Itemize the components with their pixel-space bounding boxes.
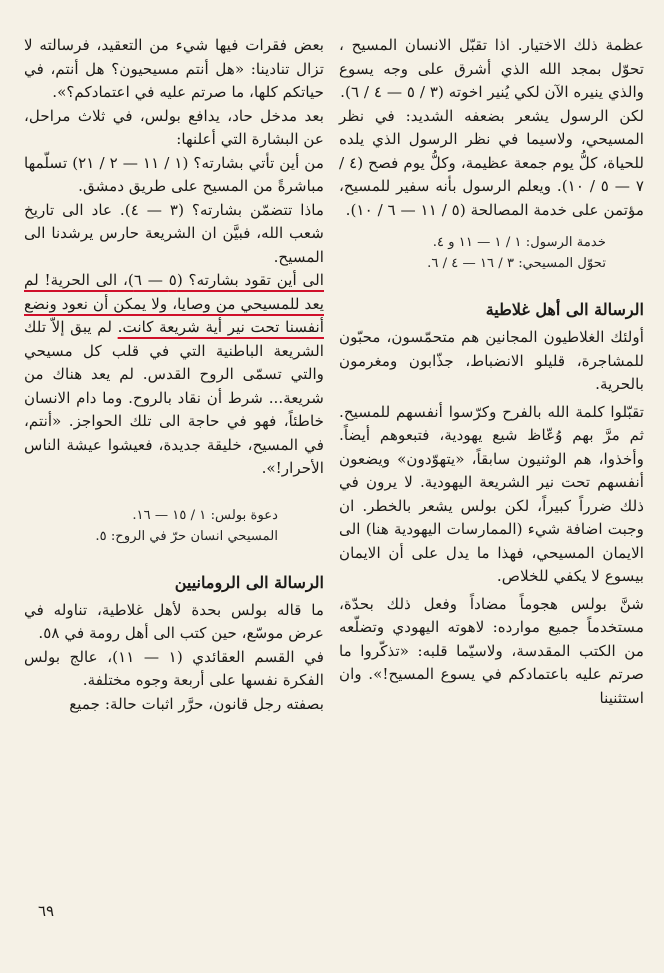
reference-line: خدمة الرسول: ١ / ١ — ١١ و ٤. [432,235,606,250]
galatians-paragraph-3: شنَّ بولس هجوماً مضاداً وفعل ذلك بحدّة، مستخدماً جميع موارده: لاهوته اليهودي وتضلّعه من الكتب المقدسة، ولاسيّما قلبه: «تذكّروا ما صرتم عليه باعتمادكم في يسوع المسيح!». وان استثنينا [339,594,644,707]
section-title-romans: الرسالة الى الرومانيين [174,572,324,592]
left-paragraph-4: ماذا تتضمّن بشارته؟ (٣ — ٤). عاد الى تاريخ شعب الله، فبيَّن ان الشريعة حارس يرشدنا الى المسيح. [24,200,324,266]
left-column [24,34,324,716]
left-references [24,505,324,547]
section-title-galatians: الرسالة الى أهل غلاطية [485,300,644,319]
highlighted-text: الى أين تقود بشارته؟ (٥ — ٦)، الى الحرية! لم يعد للمسيحي من وصايا، ولا يمكن أن نعود ونضع أنفسنا تحت نير أية شريعة كانت. [24,271,325,336]
reference-line: تحوّل المسيحي: ٣ / ١٦ — ٤ / ٦. [427,256,606,271]
right-paragraph-1: عظمة ذلك الاختيار. اذا تقبّل الانسان المسيح ، تحوّل بمجد الله الذي أشرق على وجه يسوع والذي ينيره الآن لكي يُنير اخوته (٣ / ٥ — ٤ / ٦). [339,36,644,101]
right-paragraph-2: لكن الرسول يشعر بضعفه الشديد: في نظر المسيحي، ولاسيما في نظر الرسول الذي يلده للحياة، كلُّ يوم جمعة عظيمة، وكلُّ يوم فصح (٤ / ٧ — ٥ / ١٠). ويعلم الرسول بأنه سفير للمسيح، مؤتمن على خدمة المصالحة (٥ / ١١ — ٦ / ١٠). [339,106,645,219]
reference-line: دعوة بولس: ١ / ١٥ — ١٦. [132,507,278,523]
romans-paragraph-3: بصفته رجل قانون، حرَّر اثبات حالة: جميع [69,694,324,713]
paragraph-continuation: لم يبق إلاّ تلك الشريعة الباطنية التي في قلب كل مسيحي والتي تسمّى الروح القدس. لم يعد هناك من شريعة... شرط أن نقاد بالروح. وما دام الانسان خاطئاً، فهو في حاجة الى تلك الحواجز. «أنتم، في المسيح، خليقة جديدة، فعيشوا عيشة الناس الأحرار!». [24,318,324,477]
reference-line: المسيحي انسان حرّ في الروح: ٥. [95,528,278,544]
left-paragraph-1: بعض فقرات فيها شيء من التعقيد، فرسالته لا تزال تنادينا: «هل أنتم مسيحيون؟ هل أنتم، في حياتكم كلها، ما صرتم عليه في اعتمادكم؟». [24,36,324,101]
right-references [339,232,644,274]
left-paragraph-2: بعد مدخل حاد، يدافع بولس، في ثلاث مراحل، عن البشارة التي أعلنها: [24,106,324,148]
galatians-paragraph-1: أولئك الغلاطيون المجانين هم متحمّسون، محبّون للمشاجرة، قليلو الانضباط، جذّابون ومغرمون بالحرية. [339,328,644,393]
romans-paragraph-1: ما قاله بولس بحدة لأهل غلاطية، تناوله في عرض موسّع، حين كتب الى أهل رومة في ٥٨. [24,600,324,642]
left-paragraph-5 [24,269,324,481]
right-column [339,34,644,710]
page-number: ٦٩ [38,902,55,920]
left-paragraph-3: من أين تأتي بشارته؟ (١ / ١١ — ٢ / ٢١) تسلّمها مباشرةً من المسيح على طريق دمشق. [24,153,324,195]
romans-paragraph-2: في القسم العقائدي (١ — ١١)، عالج بولس الفكرة نفسها على أربعة وجوه مختلفة. [24,647,325,689]
galatians-paragraph-2: تقبّلوا كلمة الله بالفرح وكرّسوا أنفسهم للمسيح. ثم مرَّ بهم وُعّاظ شيع يهودية، فتبعوهم أيضاً. وأخذوا، هم الوثنيون سابقاً، «يتهوّدون» ويضعون أنفسهم تحت نير الشريعة اليهودية. لا يرون في ذلك ضرراً كبيراً، لكن بولس يشعر بالخطر. ان وجبت اضافة شيء (الممارسات اليهودية هنا) الى الايمان المسيحي، فهذا ما يدل على أن الايمان بيسوع لا يكفي للخلاص. [339,402,644,585]
